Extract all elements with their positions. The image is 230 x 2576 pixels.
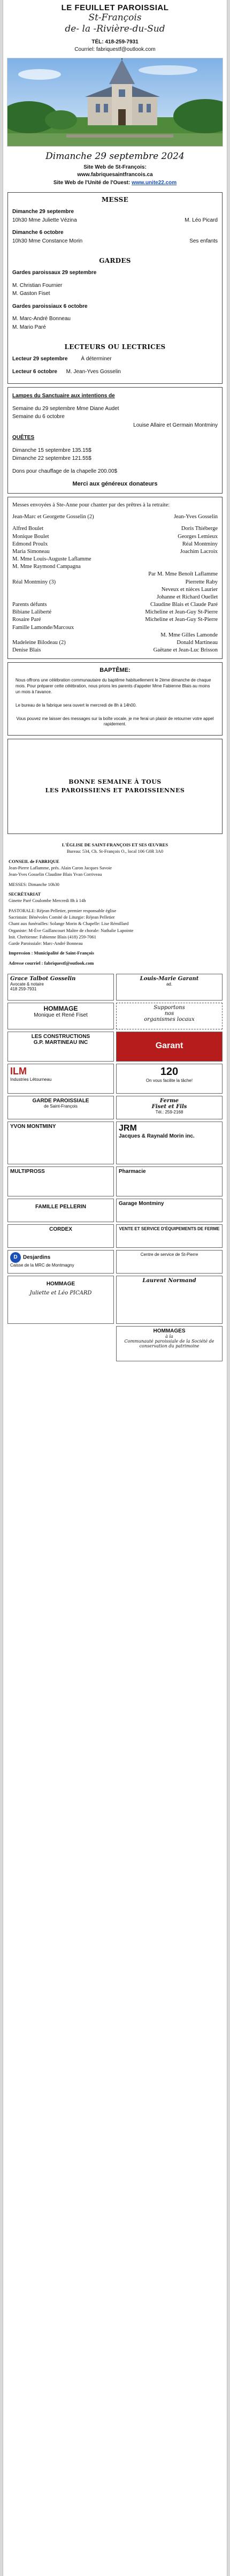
bapteme-text-3: Vous pouvez me laisser des messages sur la boîte vocale, je me ferai un plaisir de retourner votre appel rapidement. xyxy=(16,716,214,727)
lecteur-label-2: Lecteur 6 octobre xyxy=(12,368,57,375)
messe-envoyee-left: Monique Boulet xyxy=(12,533,49,540)
eglise-address: Bureau: 534, Ch. St-François O., local 106 G0R 3A0 xyxy=(66,848,164,854)
site-url-2[interactable]: www.unite22.com xyxy=(132,179,177,186)
quete-2: Dimanche 22 septembre 121.55$ xyxy=(12,456,91,461)
garde-person-2b: M. Mario Paré xyxy=(12,324,46,330)
messe-envoyee-row xyxy=(12,601,218,609)
messe-envoyee-right: M. Mme Gilles Lamonde xyxy=(160,632,218,638)
messe-envoyee-left: Alfred Boulet xyxy=(12,526,44,532)
gardes-title-2: Gardes paroissiaux 6 octobre xyxy=(12,303,88,309)
messes-envoyees-list xyxy=(12,525,218,654)
website-links xyxy=(3,164,227,187)
messe-envoyee-left: Bibiane Laliberté xyxy=(12,609,52,616)
messe-envoyee-right: Par M. Mme Benoît Laflamme xyxy=(148,571,218,578)
lead-left: Jean-Marc et Georgette Gosselin (2) xyxy=(12,514,94,520)
ad-louis-marie-garant: Louis-Marie Garant ad. xyxy=(116,974,223,1001)
messes-envoyees-body xyxy=(8,497,222,658)
messe-envoyee-left: Parents défunts xyxy=(12,602,47,608)
messe-envoyee-row xyxy=(12,533,218,541)
messe-envoyee-row xyxy=(12,609,218,616)
liturgy-box xyxy=(7,192,223,384)
messe-envoyee-left: Edmond Proulx xyxy=(12,541,48,547)
ad-grace-talbot: Grace Talbot Gosselin Avocate & notaire 418 259-7931 xyxy=(7,974,114,1001)
quetes-title: QUÊTES xyxy=(12,435,35,441)
pastorale: PASTORALE: Réjean Pelletier, premier responsable église xyxy=(9,907,117,913)
messe-envoyee-right: Claudine Blais et Claude Paré xyxy=(150,602,218,608)
messe-row-1 xyxy=(12,216,218,225)
church-photo xyxy=(7,58,223,147)
messe-envoyee-left: M. Mme Louis-Auguste Laflamme xyxy=(12,556,91,563)
messe-envoyee-row xyxy=(12,563,218,571)
feuillet-title: LE FEUILLET PAROISSIAL xyxy=(61,3,169,12)
lecteur-label-1: Lecteur 29 septembre xyxy=(12,356,68,362)
messe-envoyee-row xyxy=(12,647,218,654)
quete-3: Dons pour chauffage de la chapelle 200.00$ xyxy=(12,468,118,474)
messe-envoyee-row xyxy=(12,571,218,578)
bonne-semaine-line-2: LES PAROISSIENS ET PAROISSIENNES xyxy=(45,787,185,794)
lampes-body xyxy=(8,388,222,493)
messes-info: MESSES: Dimanche 10h30 xyxy=(9,881,59,887)
messe-by-2: Ses enfants xyxy=(189,238,218,244)
desjardins-name: D Desjardins xyxy=(10,1252,111,1263)
sponsor-ads xyxy=(3,971,227,1365)
messe-envoyee-left: Famille Lamonde/Marcoux xyxy=(12,624,74,631)
phone-number: TÉL: 418-259-7931 xyxy=(91,39,139,45)
lecteur-value-1: À déterminer xyxy=(81,356,112,362)
parish-name-line1: St-François xyxy=(88,12,142,23)
lampes-line-3: Louise Allaire et Germain Montminy xyxy=(133,422,218,428)
site-label-1: Site Web de St-François: xyxy=(83,164,147,170)
messe-intention-2: 10h30 Mme Constance Morin xyxy=(12,238,83,244)
ad-yvon-montminy: YVON MONTMINY xyxy=(7,1122,114,1164)
merci-donateurs: Merci aux généreux donateurs xyxy=(72,481,158,487)
contact-block xyxy=(3,39,227,54)
messe-envoyee-row xyxy=(12,639,218,647)
ad-constructions-martineau: LES CONSTRUCTIONS G.P. MARTINEAU INC xyxy=(7,1032,114,1062)
email-address[interactable]: fabriquestf@outlook.com xyxy=(96,46,156,52)
site-label-2: Site Web de l'Unité de l'Ouest: xyxy=(53,179,131,186)
email-line xyxy=(3,46,227,54)
gardes-body xyxy=(8,267,222,336)
messe-intention-1: 10h30 Mme Juliette Vézina xyxy=(12,217,77,223)
messe-envoyee-row xyxy=(12,548,218,556)
messe-by-1: M. Léo Picard xyxy=(185,217,218,223)
ad-jrm: JRM Jacques & Raynald Morin inc. xyxy=(116,1122,223,1164)
date-banner: Dimanche 29 septembre 2024 xyxy=(45,150,185,162)
messe-envoyee-right: Gaëtane et Jean-Luc Brisson xyxy=(153,647,218,654)
quete-1: Dimanche 15 septembre 135.15$ xyxy=(12,447,91,453)
messe-envoyee-right: Donald Martineau xyxy=(177,639,218,646)
lead-right: Jean-Yves Gosselin xyxy=(173,514,218,520)
chretiennes: Init. Chrétienne: Fabienne Blais (418) 259-7061 xyxy=(9,934,96,940)
messes-envoyees-box xyxy=(7,497,223,659)
ad-multipross: MULTIPROSS xyxy=(7,1166,114,1196)
bonne-semaine-line-1: BONNE SEMAINE À TOUS xyxy=(68,778,162,785)
secretaire: Ginette Paré Coulombe Mercredi 8h à 14h xyxy=(9,898,86,904)
adresse-courriel: Adresse courriel : fabriquestf@outlook.com xyxy=(9,960,94,966)
bapteme-heading: BAPTÊME: xyxy=(99,667,131,674)
site-url-1[interactable]: www.fabriquesaintfrancois.ca xyxy=(77,172,153,178)
bonne-semaine-message xyxy=(45,778,185,795)
ad-hommages-patrimoine: HOMMAGES à la Communauté paroissiale de la Société de conservation du patrimoine xyxy=(116,1326,223,1361)
messe-envoyee-right: Neveux et nièces Laurier xyxy=(161,586,218,593)
messe-envoyee-row xyxy=(12,586,218,594)
messe-envoyee-left: M. Mme Raymond Campagna xyxy=(12,564,81,570)
garde-paroissiale: Garde Paroissiale: Marc-André Bonneau xyxy=(9,941,83,946)
lecteurs-heading: LECTEURS OU LECTRICES xyxy=(64,343,166,351)
messe-envoyee-right: Micheline et Jean-Guy St-Pierre xyxy=(145,617,218,623)
ad-laurent-normand: Laurent Normand xyxy=(116,1276,223,1324)
bapteme-body xyxy=(8,676,222,735)
gardes-heading: GARDES xyxy=(99,257,131,264)
lampes-line-2: Semaine du 6 octobre xyxy=(12,414,65,420)
messe-envoyee-right: Johanne et Richard Ouellet xyxy=(156,594,218,600)
garde-person-1b: M. Gaston Fiset xyxy=(12,291,50,297)
chant: Chant aux funérailles: Solange Morin & Chapelle: Lise Rémillard xyxy=(9,921,129,927)
ad-ilm: ILM Industries Létourneau xyxy=(7,1064,114,1094)
lampes-box xyxy=(7,387,223,494)
ad-garage-montminy: Garage Montminy xyxy=(116,1199,223,1222)
ad-hommage-picard: HOMMAGE Juliette et Léo PICARD xyxy=(7,1276,114,1324)
ad-120-ans: 120 On vous facilite la tâche! xyxy=(116,1064,223,1094)
messe-envoyee-left: Rosaire Paré xyxy=(12,617,41,623)
lecteur-row-1 xyxy=(12,355,218,363)
messe-body xyxy=(8,206,222,249)
messe-envoyee-right: Réal Montminy xyxy=(182,541,218,547)
sacristain: Sacristain: Bénévoles Comité de Liturgie: Réjean Pelletier xyxy=(9,914,115,920)
messe-day-1: Dimanche 29 septembre xyxy=(12,209,74,215)
messes-envoyees-intro: Messes envoyées à Ste-Anne pour chanter par des prêtres à la retraite: xyxy=(12,502,170,509)
ad-pharmacie: Pharmacie xyxy=(116,1166,223,1196)
eglise-info xyxy=(3,837,227,971)
ad-garde-paroissiale: GARDE PAROISSIALE de Saint-François xyxy=(7,1096,114,1119)
conseil-title: CONSEIL de FABRIQUE xyxy=(9,858,59,864)
conseil-line-1: Jean-Pierre Laflamme, prés. Alain Caron Jacques Savoie xyxy=(9,865,112,871)
messe-envoyee-right: Doris Thiéberge xyxy=(181,526,218,532)
messe-envoyee-right: Joachim Lacroix xyxy=(180,548,218,555)
messe-envoyee-row xyxy=(12,525,218,533)
messe-envoyee-left: Maria Simoneau xyxy=(12,548,50,555)
lecteur-value-2: M. Jean-Yves Gosselin xyxy=(66,368,121,375)
lecteurs-body xyxy=(8,353,222,383)
messe-envoyee-left: Madeleine Bilodeau (2) xyxy=(12,639,66,646)
messe-envoyee-left: Réal Montminy (3) xyxy=(12,579,56,585)
messe-envoyee-row xyxy=(12,594,218,601)
bapteme-box xyxy=(7,662,223,736)
ad-centre-service: Centre de service de St-Pierre xyxy=(116,1250,223,1274)
messe-day-2: Dimanche 6 octobre xyxy=(12,230,64,236)
garde-person-1a: M. Christian Fournier xyxy=(12,282,63,289)
messe-envoyee-right: Micheline et Jean-Guy St-Pierre xyxy=(145,609,218,616)
parish-name-line2: de- la -Rivière-du-Sud xyxy=(65,24,165,35)
ad-equipements-ferme: VENTE ET SERVICE D'ÉQUIPEMENTS DE FERME xyxy=(116,1224,223,1248)
messe-envoyee-row xyxy=(12,541,218,548)
messe-row-2 xyxy=(12,237,218,246)
masthead xyxy=(3,0,227,54)
ad-ferme-fiset: Ferme Fiset et Fils Tél.: 259-2168 xyxy=(116,1096,223,1119)
eglise-title: L'ÉGLISE DE SAINT-FRANÇOIS ET SES ŒUVRES xyxy=(62,842,168,848)
email-label: Courriel: xyxy=(74,46,95,52)
ad-cordex: CORDEX xyxy=(7,1224,114,1248)
lecteur-row-2 xyxy=(12,368,218,376)
ad-famille-pellerin: FAMILLE PELLERIN xyxy=(7,1199,114,1222)
messe-envoyee-right: Pierrette Raby xyxy=(185,579,218,585)
lampes-line-1: Semaine du 29 septembre Mme Diane Audet xyxy=(12,405,119,412)
desjardins-logo-icon: D xyxy=(10,1252,21,1263)
bapteme-text-1: Nous offrons une célébration communautaire du baptême habituellement le 2ème dimanche de chaque mois. Pour préparer cette célébration, nous prions les parents d'appeler Mme Fabienne Blais au moins un mois à l'avance. xyxy=(16,678,211,694)
church-illustration xyxy=(7,58,223,147)
messe-envoyee-row xyxy=(12,579,218,586)
ad-hommage-fiset: HOMMAGE Monique et René Fiset xyxy=(7,1003,114,1029)
conseil-line-2: Jean-Yves Gosselin Claudine Blais Yvan Corriveau xyxy=(9,872,102,877)
secretariat-title: SECRÉTARIAT xyxy=(9,891,41,897)
impression: Impression : Municipalité de Saint-François xyxy=(9,950,94,956)
lampes-title: Lampes du Sanctuaire aux intentions de xyxy=(12,393,115,399)
messe-envoyee-left: Denise Blais xyxy=(12,647,41,654)
ad-desjardins: D Desjardins Caisse de la MRC de Montmagny xyxy=(7,1250,114,1274)
bapteme-text-2: Le bureau de la fabrique sera ouvert le mercredi de 8h à 14h00. xyxy=(16,702,137,708)
messe-envoyee-row xyxy=(12,616,218,624)
gardes-title-1: Gardes paroissaux 29 septembre xyxy=(12,270,97,276)
bonne-semaine-box xyxy=(7,739,223,834)
messe-envoyee-row xyxy=(12,632,218,639)
garde-person-2a: M. Marc-André Bonneau xyxy=(12,316,71,322)
messe-heading: MESSE xyxy=(101,196,129,203)
ad-supportons: Supportons nos organismes locaux xyxy=(116,1003,223,1029)
organiste: Organiste: M-Ève Gaillancourt Maître de chorale: Nathalie Lapointe xyxy=(9,927,134,933)
messe-envoyee-right: Georges Lemieux xyxy=(178,533,218,540)
messe-envoyee-row xyxy=(12,624,218,632)
messes-envoyees-lead xyxy=(12,513,218,521)
feuillet-page xyxy=(3,0,227,2576)
messe-envoyee-row xyxy=(12,556,218,563)
site-line-2 xyxy=(3,179,227,187)
ad-garant: Garant xyxy=(116,1032,223,1062)
